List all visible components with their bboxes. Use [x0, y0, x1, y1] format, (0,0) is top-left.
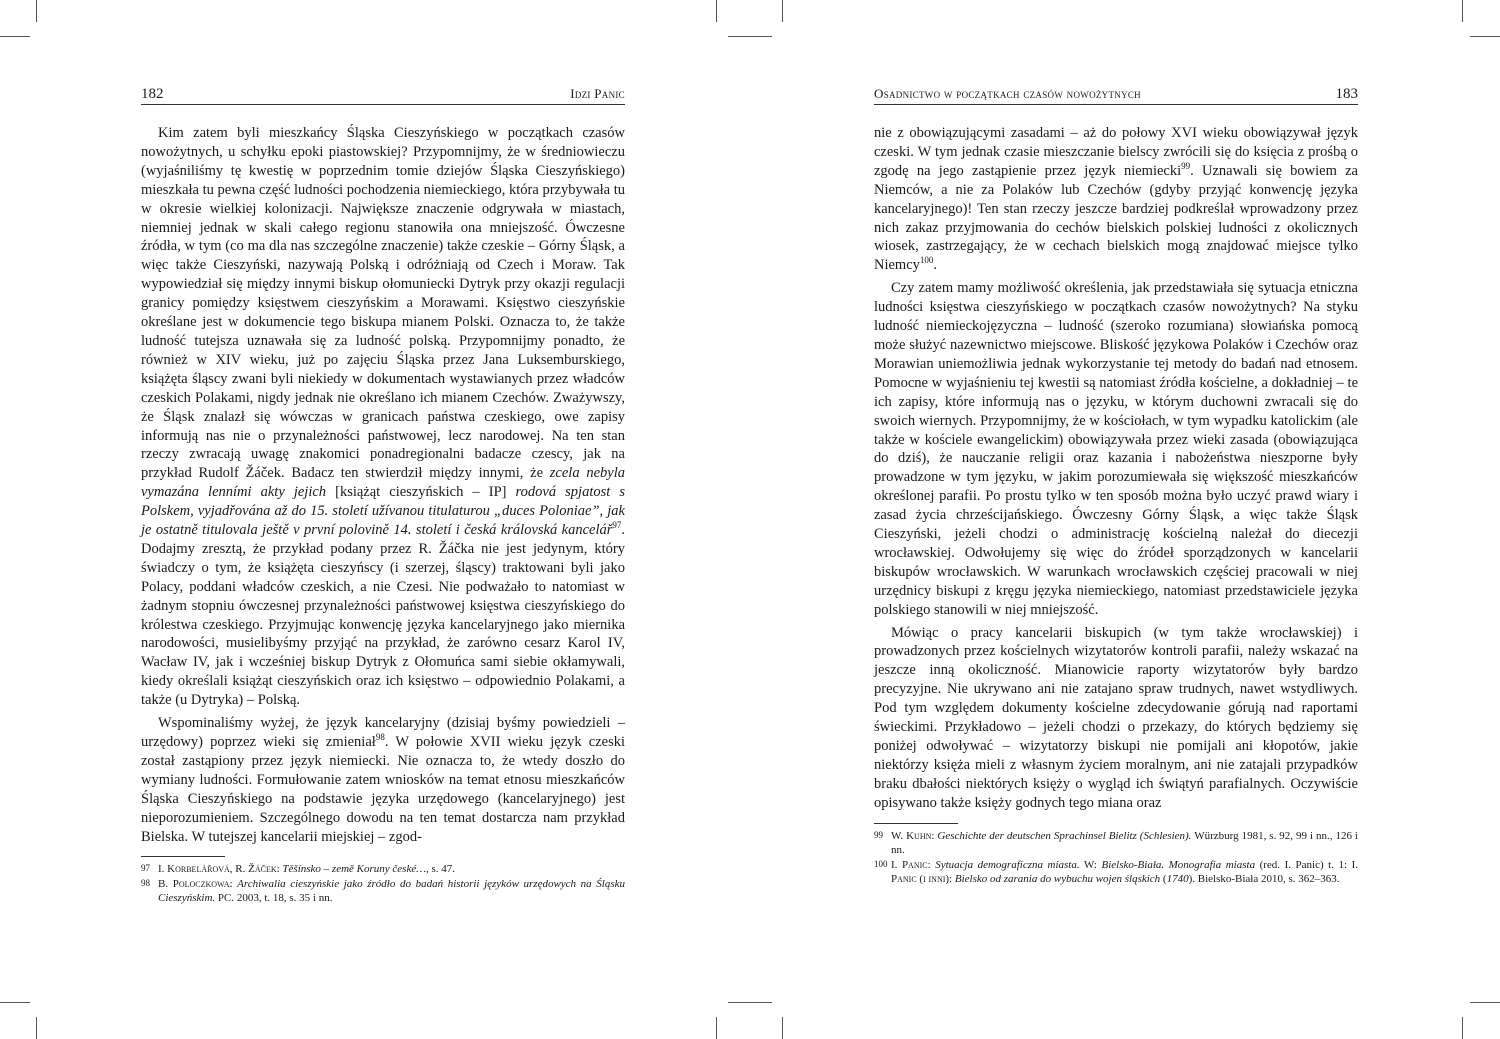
text-run: . — [933, 257, 938, 274]
text-run: PC. 2003, t. 18, s. 35 i nn. — [215, 892, 333, 905]
text-run: Mówiąc o pracy kancelarii biskupich (w tym także wrocławskiej) i prowadzonych przez kościelnych wizytatorów kontroli parafii, należy wskazać na jeszcze inną okoliczność. Mianowicie raporty wizytatorów były bardzo precyzyjne. Nie ukrywano ani nie zatajano spraw trudnych, nawet wstydliwych. Pod tym względem dokumenty kościelne zdecydowanie górują nad raportami świeckimi. Przykładowo – jeżeli chodzi o przekazy, do których będziemy się poniżej odwoływać – wizytatorzy biskupi nie pomijali ani kłopotów, jakie niektórzy księża mieli z własnym życiem moralnym, ani nie zatajali przypadków braku dbałości niektórych księży o wygląd ich świątyń parafialnych. Oczywiście opisywano także księży godnych tego miana oraz — [874, 624, 1358, 811]
crop-mark — [36, 1017, 37, 1039]
crop-mark — [782, 0, 783, 22]
paragraph — [874, 624, 1358, 813]
paragraph — [874, 279, 1358, 619]
author-name: B. Poloczkowa: — [158, 878, 233, 891]
right-page — [874, 84, 1358, 886]
footnote-number: 97 — [141, 863, 150, 874]
footnotes — [141, 861, 625, 905]
running-head-title: Osadnictwo w początkach czasów nowożytnych — [874, 86, 1141, 101]
italic-text: Archiwalia cieszyńskie jako źródło do badań historii języków urzędowych na Śląsku Cieszyńskim. — [158, 878, 625, 905]
footnote — [874, 828, 1358, 857]
text-run: ( — [1160, 872, 1167, 885]
footnote — [874, 857, 1358, 886]
text-run: Würzburg 1981, s. 92, 99 i nn., 126 i nn. — [891, 829, 1358, 856]
italic-text: rodová spjatost s Polskem, vyjadřována až do 15. století užívanou titulaturou „duces Poloniae”, jak je ostatně titulovala ještě v první polovině 14. století i česká královská kancelář — [141, 484, 625, 539]
text-run: Czy zatem mamy możliwość określenia, jak przedstawiała się sytuacja etniczna ludności księstwa cieszyńskiego w początkach czasów nowożytnych? Na styku ludność niemieckojęzyczna – ludność (szeroko rozumiana) słowiańska pomocą może służyć nazewnictwo miejscowe. Bliskość językowa Polaków i Czechów oraz Morawian uniemożliwia jednak wykorzystanie tej metody do badań nad etnosem. Pomocne w wyjaśnieniu tej kwestii są natomiast źródła kościelne, a dokładniej – te ich zapisy, które informują nas o języku, w którym duchowni zwracali się do swoich wiernych. Przypomnijmy, że w kościołach, w tym wypadku katolickim (ale także w kościele ewangelickim) obowiązywała przez wieki zasada (obowiązująca do dziś), że nauczanie religii oraz kazania i nabożeństwa nieszporne były prowadzone w tym języku, w jakim porozumiewała się większość mieszkańców określonej parafii. Po prostu tylko w ten sposób można było uczyć prawd wiary i zasad życia chrześcijańskiego. Ówczesny Górny Śląsk, a więc także Śląsk Cieszyński, jeżeli chodzi o administrację kościelną należał do diecezji wrocławskiej. Odwołujemy się więc do źródeł sporządzonych w kancelarii biskupów wrocławskich. W warunkach wrocławskich częściej pracowali w niej urzędnicy biskupi z kręgu języka niemieckiego, natomiast przedstawiciele języka polskiego stanowili w niej mniejszość. — [874, 280, 1358, 618]
crop-mark — [1462, 0, 1463, 22]
crop-mark — [728, 36, 772, 37]
italic-text: Těšínsko – země Koruny české… — [282, 863, 427, 876]
page-number: 182 — [141, 86, 164, 102]
italic-text: Bielsko-Biała. Monografia miasta — [1101, 858, 1256, 871]
crop-mark — [1462, 1017, 1463, 1039]
footnote-rule — [874, 823, 958, 824]
text-run: . W połowie XVII wieku język czeski został zastąpiony przez język niemiecki. Nie oznacza to, że wtedy doszło do wymiany ludności. Formułowanie zatem wniosków na temat etnosu mieszkańców Śląska Cieszyńskiego na podstawie języka urzędowego (kancelaryjnego) jest nieporozumieniem. Szczególnego dowodu na ten temat dostarcza nam przykład Bielska. W tutejszej kancelarii miejskiej – zgod- — [141, 734, 625, 845]
crop-mark — [782, 1017, 783, 1039]
crop-mark — [716, 0, 717, 22]
crop-mark — [0, 1002, 30, 1003]
italic-text: Sytuacja demograficzna miasta. — [935, 858, 1080, 871]
text-run: Kim zatem byli mieszkańcy Śląska Cieszyńskiego w początkach czasów nowożytnych, u schyłku epoki piastowskiej? Przypomnijmy, że w średniowieczu (wyjaśniliśmy tę kwestię w poprzednim tomie dziejów Śląska Cieszyńskiego) mieszkała tu pewna część ludności pochodzenia niemieckiego, która przybywała tu w okresie wielkiej kolonizacji. Największe znaczenie odgrywała w miastach, niemniej jednak w skali całego regionu stanowiła ona mniejszość. Ówczesne źródła, w tym (co ma dla nas szczególne znaczenie) także czeskie – Górny Śląsk, a więc także Cieszyński, nazywają Polską i odróżniają od Czech i Moraw. Tak wypowiedział się między innymi biskup ołomuniecki Dytryk przy okazji regulacji granicy pomiędzy księstwem cieszyńskim a Morawami. Księstwo cieszyńskie określane jest w dokumencie tego biskupa mianem Polski. Oznacza to, że także ludność tutejsza uznawała się za ludność polską. Przypomnijmy ponadto, że również w XIV wieku, już po zajęciu Śląska przez Jana Luksemburskiego, książęta śląscy zwani byli niekiedy w dokumentach wystawianych przez władców czeskich Polakami, nigdy jednak nie określano ich mianem Czechów. Zważywszy, że Śląsk znalazł się wówczas w granicach państwa czeskiego, owe zapisy informują nas nie o przynależności państwowej, lecz narodowej. Na ten stan rzeczy zwracają uwagę znakomici ponadregionalni badacze czescy, jak na przykład Rudolf Žáček. Badacz ten stwierdził między innymi, że — [141, 125, 625, 482]
body-text — [874, 124, 1358, 813]
text-run: [książąt cieszyńskich – IP] — [326, 484, 516, 501]
text-run: nie z obowiązującymi zasadami – aż do połowy XVI wieku obowiązywał język czeski. W tym jednak czasie mieszczanie bielscy zwrócili się do księcia z prośbą o zgodę na jego zastąpienie przez język niemiecki — [874, 125, 1358, 179]
footnote-number: 98 — [141, 878, 150, 889]
author-name: I. Panic: — [891, 858, 931, 871]
italic-text: Geschichte der deutschen Sprachinsel Bielitz (Schlesien). — [937, 829, 1192, 842]
paragraph — [874, 124, 1358, 275]
author-name: W. Kuhn: — [891, 829, 935, 842]
italic-text: zcela nebyla vymazána lenními akty jejich — [141, 465, 625, 501]
text-run: W: — [1079, 858, 1102, 871]
left-page — [141, 84, 625, 905]
running-header — [874, 84, 1358, 105]
text-run: ). Bielsko-Biała 2010, s. 362–363. — [1188, 872, 1340, 885]
footnote-ref: 98 — [375, 732, 385, 743]
crop-mark — [716, 1017, 717, 1039]
author-name: I. Korbelářová, R. Žáček: — [158, 863, 280, 876]
footnote-rule — [141, 856, 225, 857]
text-run: (red. I. Panic) t. 1: — [1255, 858, 1352, 871]
text-run: . Uznawali się bowiem za Niemców, a nie za Polaków lub Czechów (gdyby przyjąć konwencję języka kancelaryjnego)! Ten stan rzeczy jeszcze bardziej podkreślał wprowadzony przez nich zakaz przyjmowania do cechów bielskich polskiej ludności z okolicznych wiosek, zastrzegający, że w cechach bielskich mogą znajdować miejsce tylko Niemcy — [874, 162, 1358, 274]
footnotes — [874, 828, 1358, 886]
crop-mark — [36, 0, 37, 22]
paragraph — [141, 124, 625, 710]
italic-text: 1740 — [1166, 872, 1189, 885]
author-name: I. Panic (i inni): — [891, 858, 1358, 885]
footnote-number: 99 — [874, 829, 883, 840]
footnote-ref: 100 — [919, 255, 934, 266]
footnote — [141, 876, 625, 905]
running-head-title: Idzi Panic — [570, 86, 625, 101]
crop-mark — [0, 36, 30, 37]
paragraph — [141, 714, 625, 846]
text-run: . Dodajmy zresztą, że przykład podany przez R. Žáčka nie jest jedynym, który świadczy o tym, że książęta cieszyńscy (i szerzej, śląscy) traktowani byli jako Polacy, poddani władców czeskich, a nie Czesi. Nie podważało to natomiast w żadnym stopniu ówczesnej przynależności państwowej księstwa cieszyńskiego do królestwa czeskiego. Przyjmując konwencję języka kancelaryjnego jako miernika narodowości, musielibyśmy przyjąć na przykład, że zarówno cesarz Karol IV, Wacław IV, jak i wcześniej biskup Dytryk z Ołomuńca sami siebie okłamywali, kiedy określali książąt cieszyńskich oraz ich księstwo – odpowiednio Polakami, a także (u Dytryka) – Polską. — [141, 522, 625, 709]
italic-text: Bielsko od zarania do wybuchu wojen śląskich — [954, 872, 1161, 885]
page-number: 183 — [1335, 86, 1358, 102]
footnote-ref: 99 — [1181, 160, 1191, 171]
footnote — [141, 861, 625, 876]
crop-mark — [1470, 36, 1500, 37]
text-run: Wspominaliśmy wyżej, że język kancelaryjny (dzisiaj byśmy powiedzieli – urzędowy) poprzez wieki się zmieniał — [141, 715, 625, 750]
text-run: , s. 47. — [426, 863, 456, 876]
footnote-number: 100 — [874, 858, 888, 869]
crop-mark — [1470, 1002, 1500, 1003]
running-header — [141, 84, 625, 105]
body-text — [141, 124, 625, 846]
footnote-ref: 97 — [612, 520, 622, 531]
crop-mark — [728, 1002, 772, 1003]
